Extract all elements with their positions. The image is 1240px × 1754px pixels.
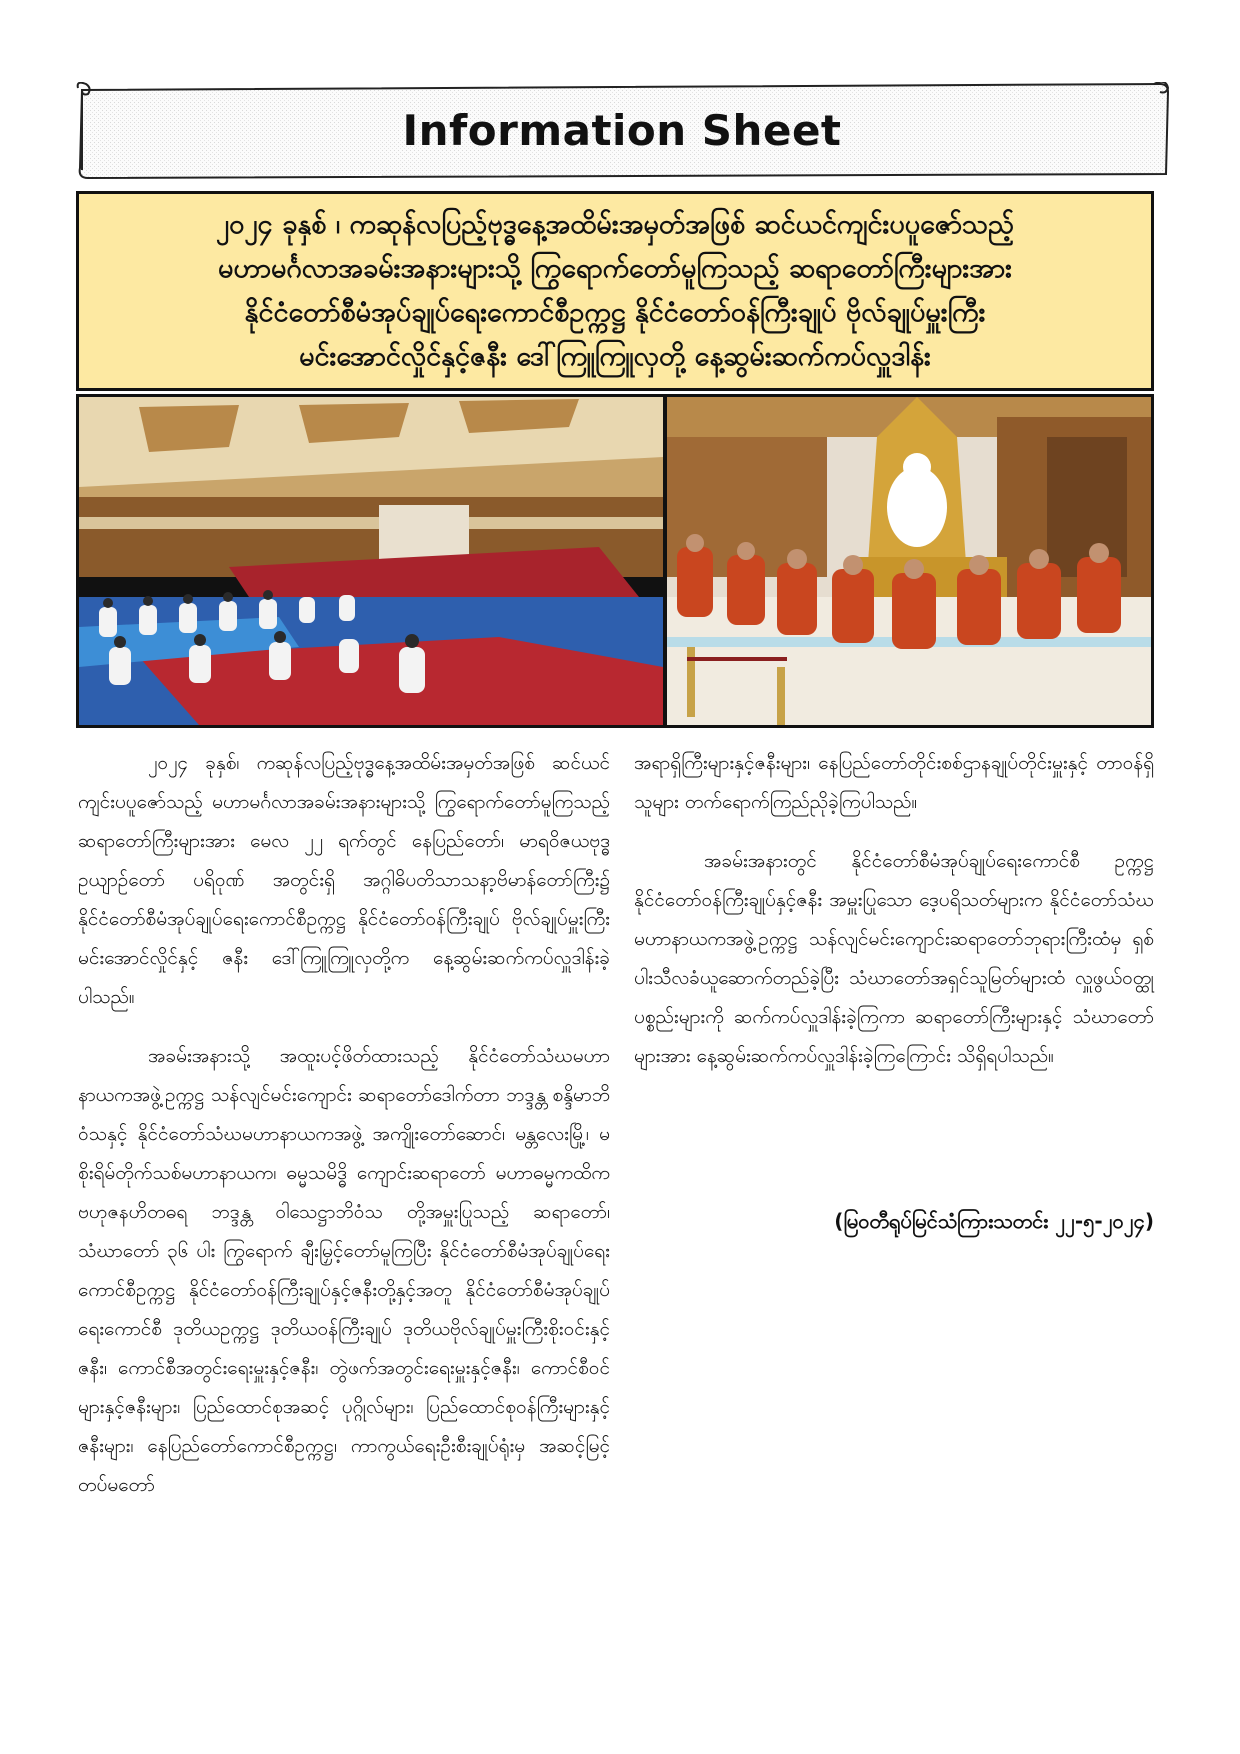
monks-offering-photo: [667, 397, 1151, 725]
article-paragraph: ၂၀၂၄ ခုနှစ်၊ ကဆုန်လပြည့်ဗုဒ္ဓနေ့အထိမ်းအမှတ်အဖြစ် ဆင်ယင်ကျင်းပပူဇော်သည့် မဟာမင်္ဂလာအခမ်းအနားများသို့ ကြွရောက်တော်မူကြသည့် ဆရာတော်ကြီးများအား မေလ ၂၂ ရက်တွင် နေပြည်တော်၊ မာရဝိဇယဗုဒ္ဓဥယျာဉ်တော် ပရိဝုဏ် အတွင်းရှိ အဂ္ဂါဓိပတိသာသနာ့ဗိမာန်တော်ကြီး၌ နိုင်ငံတော်စီမံအုပ်ချုပ်ရေးကောင်စီဥက္ကဋ္ဌ နိုင်ငံတော်ဝန်ကြီးချုပ် ဗိုလ်ချုပ်မှူးကြီး မင်းအောင်လှိုင်နှင့် ဇနီး ဒေါ်ကြူကြူလှတို့က နေ့ဆွမ်းဆက်ကပ်လှူဒါန်းခဲ့ပါသည်။: [78, 752, 610, 1008]
article-paragraph: အခမ်းအနားသို့ အထူးပင့်ဖိတ်ထားသည့် နိုင်ငံတော်သံဃမဟာနာယကအဖွဲ့ဥက္ကဋ္ဌ သန်လျင်မင်းကျောင်း ဆရာတော်ဒေါက်တာ ဘဒ္ဒန္တ စန္ဒိမာဘိဝံသနှင့် နိုင်ငံတော်သံဃမဟာနာယကအဖွဲ့ အကျိုးတော်ဆောင်၊ မန္တလေးမြို့၊ မစိုးရိမ်တိုက်သစ်မဟာနာယက၊ ဓမ္မသမိဒ္ဓိ ကျောင်းဆရာတော် မဟာဓမ္မကထိက ဗဟုဇနဟိတဓရ ဘဒ္ဒန္တ ဝါသေဋ္ဌာဘိဝံသ တို့အမှူးပြုသည့် ဆရာတော်၊ သံဃာတော် ၃၆ ပါး ကြွရောက် ချီးမြှင့်တော်မူကြပြီး နိုင်ငံတော်စီမံအုပ်ချုပ်ရေးကောင်စီဥက္ကဋ္ဌ နိုင်ငံတော်ဝန်ကြီးချုပ်နှင့်ဇနီးတို့နှင့်အတူ နိုင်ငံတော်စီမံအုပ်ချုပ်ရေးကောင်စီ ဒုတိယဥက္ကဋ္ဌ ဒုတိယဝန်ကြီးချုပ် ဒုတိယဗိုလ်ချုပ်မှူးကြီးစိုးဝင်းနှင့်ဇနီး၊ ကောင်စီအတွင်းရေးမှူးနှင့်ဇနီး၊ တွဲဖက်အတွင်းရေးမှူးနှင့်ဇနီး၊ ကောင်စီဝင်များနှင့်ဇနီးများ၊ ပြည်ထောင်စုအဆင့် ပုဂ္ဂိုလ်များ၊ ပြည်ထောင်စုဝန်ကြီးများနှင့်ဇနီးများ၊ နေပြည်တော်ကောင်စီဥက္ကဋ္ဌ၊ ကာကွယ်ရေးဦးစီးချုပ်ရုံးမှ အဆင့်မြင့်တပ်မတော်: [78, 1045, 610, 1496]
assembly-hall-photo: [79, 397, 663, 725]
title-banner: [74, 82, 1170, 182]
headline-box: [76, 191, 1154, 391]
article-column-left: [78, 744, 610, 1525]
headline-line: ၂၀၂၄ ခုနှစ် ၊ ကဆုန်လပြည့်ဗုဒ္ဓနေ့အထိမ်းအမှတ်အဖြစ် ဆင်ယင်ကျင်းပပူဇော်သည့်: [215, 209, 1015, 240]
page-title: Information Sheet: [402, 106, 842, 155]
article-column-right: [634, 744, 1154, 1096]
headline-line: နိုင်ငံတော်စီမံအုပ်ချုပ်ရေးကောင်စီဥက္ကဋ္ဌ နိုင်ငံတော်ဝန်ကြီးချုပ် ဗိုလ်ချုပ်မှူးကြီး: [244, 297, 986, 328]
headline-line: မဟာမင်္ဂလာအခမ်းအနားများသို့ ကြွရောက်တော်မူကြသည့် ဆရာတော်ကြီးများအား: [218, 253, 1012, 284]
news-source: (မြဝတီရုပ်မြင်သံကြားသတင်း ၂၂-၅-၂၀၂၄): [834, 1209, 1154, 1233]
article-paragraph: အခမ်းအနားတွင် နိုင်ငံတော်စီမံအုပ်ချုပ်ရေးကောင်စီ ဥက္ကဋ္ဌ နိုင်ငံတော်ဝန်ကြီးချုပ်နှင့်ဇနီး အမှူးပြုသော ဒေ့ပရိသတ်များက နိုင်ငံတော်သံဃမဟာနာယကအဖွဲ့ဥက္ကဋ္ဌ သန်လျင်မင်းကျောင်းဆရာတော်ဘုရားကြီးထံမှ ရှစ်ပါးသီလခံယူဆောက်တည်ခဲ့ပြီး သံဃာတော်အရှင်သူမြတ်များထံ လှူဖွယ်ဝတ္ထုပစ္စည်းများကို ဆက်ကပ်လှူဒါန်းခဲ့ကြကာ ဆရာတော်ကြီးများနှင့် သံဃာတော်များအား နေ့ဆွမ်းဆက်ကပ်လှူဒါန်းခဲ့ကြကြောင်း သိရှိရပါသည်။: [634, 850, 1154, 1067]
headline-line: မင်းအောင်လှိုင်နှင့်ဇနီး ဒေါ်ကြူကြူလှတို့ နေ့ဆွမ်းဆက်ကပ်လှူဒါန်း: [299, 341, 931, 372]
photo-strip: [76, 394, 1154, 728]
article-paragraph: အရာရှိကြီးများနှင့်ဇနီးများ၊ နေပြည်တော်တိုင်းစစ်ဌာနချုပ်တိုင်းမှူးနှင့် တာဝန်ရှိသူများ တက်ရောက်ကြည်ညိုခဲ့ကြပါသည်။: [634, 752, 1154, 813]
